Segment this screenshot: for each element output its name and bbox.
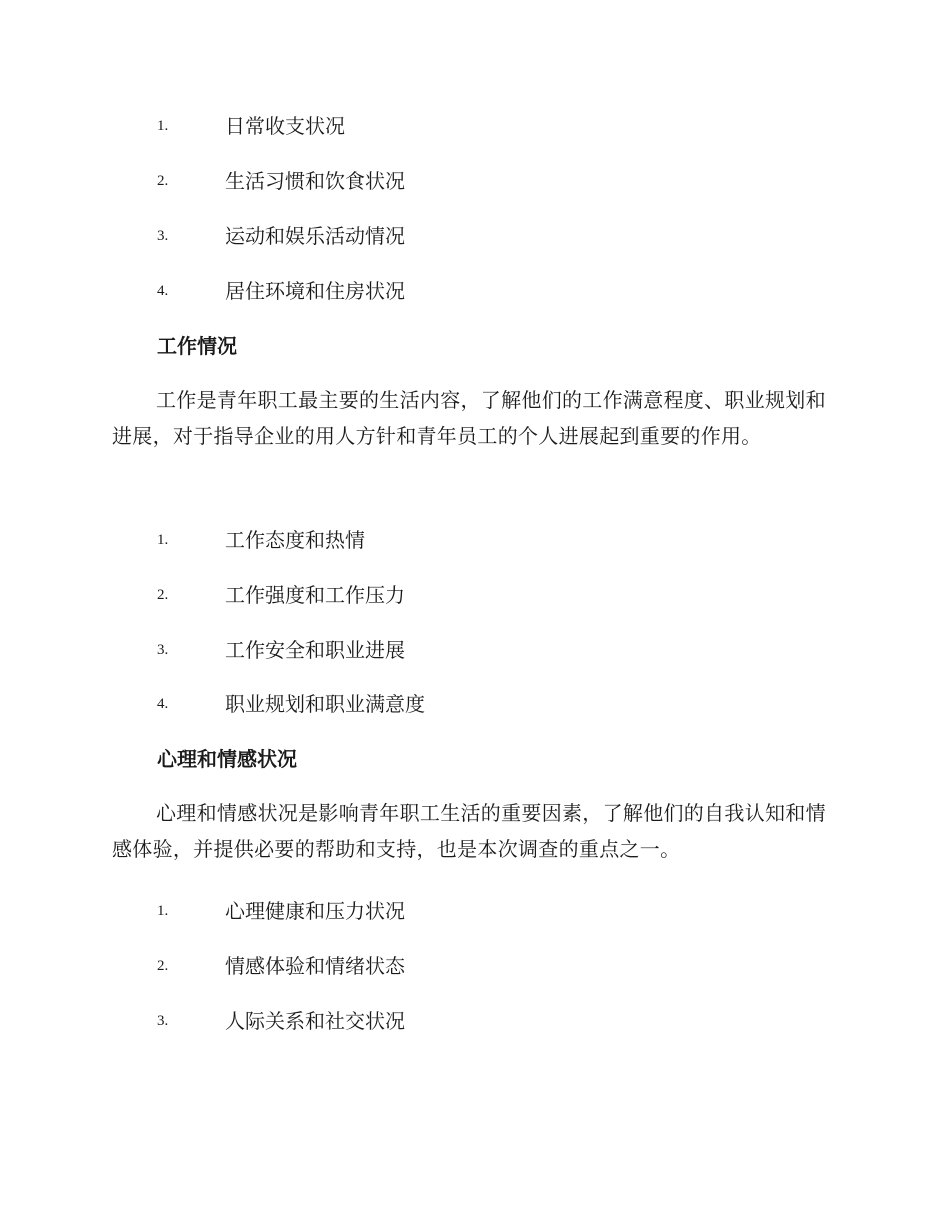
section-paragraph-work: 工作是青年职工最主要的生活内容，了解他们的工作满意程度、职业规划和进展，对于指导企业的用人方针和青年员工的个人进展起到重要的作用。 bbox=[112, 388, 826, 448]
list-number: 3. bbox=[157, 1013, 169, 1029]
section-heading-mental: 心理和情感状况 bbox=[157, 747, 297, 771]
list-item bbox=[0, 580, 950, 610]
list-text: 运动和娱乐活动情况 bbox=[225, 224, 405, 248]
list-number: 3. bbox=[157, 228, 169, 244]
list-number: 2. bbox=[157, 958, 169, 974]
list-text: 生活习惯和饮食状况 bbox=[225, 169, 405, 193]
list-text: 情感体验和情绪状态 bbox=[225, 954, 405, 978]
list-item bbox=[0, 111, 950, 141]
list-text: 人际关系和社交状况 bbox=[225, 1009, 405, 1033]
list-item bbox=[0, 525, 950, 555]
list-number: 1. bbox=[157, 903, 169, 919]
list-number: 2. bbox=[157, 587, 169, 603]
list-text: 工作安全和职业进展 bbox=[225, 638, 405, 662]
list-text: 工作态度和热情 bbox=[225, 528, 365, 552]
list-number: 1. bbox=[157, 532, 169, 548]
list-item bbox=[0, 635, 950, 665]
list-number: 3. bbox=[157, 642, 169, 658]
list-item bbox=[0, 689, 950, 719]
list-item bbox=[0, 166, 950, 196]
list-text: 日常收支状况 bbox=[225, 114, 345, 138]
list-text: 职业规划和职业满意度 bbox=[225, 692, 425, 716]
list-text: 居住环境和住房状况 bbox=[225, 279, 405, 303]
list-text: 工作强度和工作压力 bbox=[225, 583, 405, 607]
list-number: 2. bbox=[157, 173, 169, 189]
list-number: 1. bbox=[157, 118, 169, 134]
section-paragraph-mental: 心理和情感状况是影响青年职工生活的重要因素，了解他们的自我认知和情感体验，并提供必要的帮助和支持，也是本次调查的重点之一。 bbox=[112, 801, 826, 861]
list-number: 4. bbox=[157, 696, 169, 712]
list-item bbox=[0, 1006, 950, 1036]
list-item bbox=[0, 276, 950, 306]
list-item bbox=[0, 896, 950, 926]
list-item bbox=[0, 951, 950, 981]
list-text: 心理健康和压力状况 bbox=[225, 899, 405, 923]
section-heading-work: 工作情况 bbox=[157, 334, 237, 358]
list-number: 4. bbox=[157, 283, 169, 299]
list-item bbox=[0, 221, 950, 251]
